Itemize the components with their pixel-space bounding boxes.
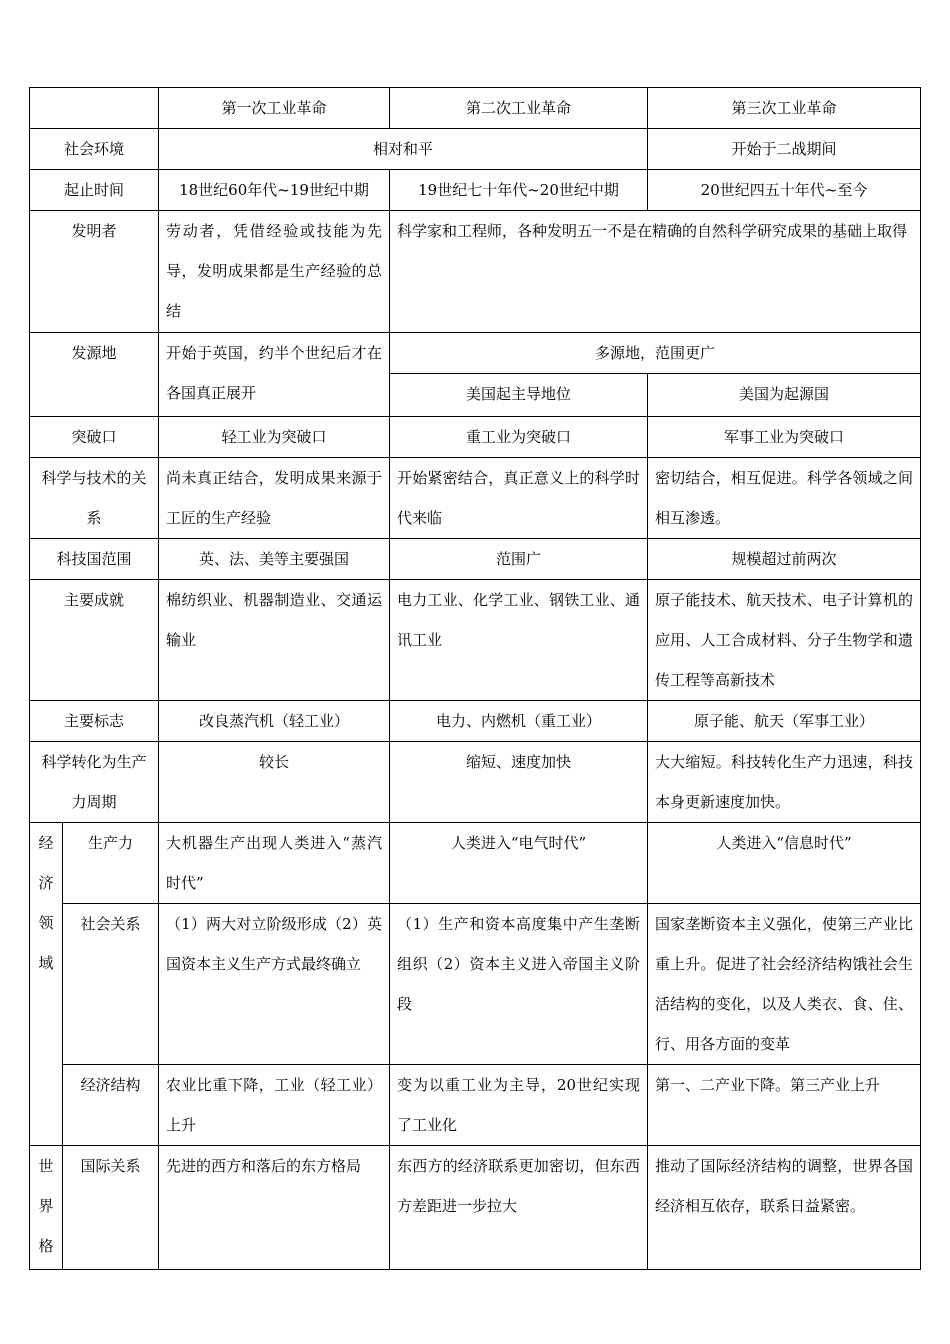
cycle-third: 大大缩短。科技转化生产力迅速，科技本身更新速度加快。: [648, 742, 921, 823]
label-economic-structure: 经济结构: [63, 1065, 159, 1146]
economic-structure-second: 变为以重工业为主导，20世纪实现了工业化: [390, 1065, 648, 1146]
label-origin: 发源地: [30, 333, 159, 417]
label-intl-relations: 国际关系: [63, 1146, 159, 1270]
label-inventor: 发明者: [30, 211, 159, 333]
label-scope: 科技国范围: [30, 539, 159, 580]
achievements-third: 原子能技术、航天技术、电子计算机的应用、人工合成材料、分子生物学和遗传工程等高新技术: [648, 580, 921, 701]
period-third: 20世纪四五十年代~至今: [648, 170, 921, 211]
scope-third: 规模超过前两次: [648, 539, 921, 580]
row-social-relations: [30, 904, 921, 1065]
header-first-revolution: 第一次工业革命: [159, 88, 390, 129]
productivity-second: 人类进入“电气时代”: [390, 823, 648, 904]
label-productivity: 生产力: [63, 823, 159, 904]
world-char-1: 世: [38, 1157, 54, 1175]
label-cycle: 科学转化为生产力周期: [30, 742, 159, 823]
header-third-revolution: 第三次工业革命: [648, 88, 921, 129]
cycle-first: 较长: [159, 742, 390, 823]
sci-tech-second: 开始紧密结合，真正意义上的科学时代来临: [390, 458, 648, 539]
productivity-third: 人类进入“信息时代”: [648, 823, 921, 904]
origin-third: 美国为起源国: [648, 374, 921, 417]
row-social-env: [30, 129, 921, 170]
row-scope: [30, 539, 921, 580]
economic-char-1: 经: [38, 834, 54, 852]
breakthrough-first: 轻工业为突破口: [159, 417, 390, 458]
sci-tech-third: 密切结合，相互促进。科学各领域之间相互渗透。: [648, 458, 921, 539]
group-label-world: [30, 1146, 63, 1270]
economic-structure-third: 第一、二产业下降。第三产业上升: [648, 1065, 921, 1146]
breakthrough-third: 军事工业为突破口: [648, 417, 921, 458]
intl-relations-third: 推动了国际经济结构的调整，世界各国经济相互依存，联系日益紧密。: [648, 1146, 921, 1270]
world-char-3: 格: [38, 1237, 54, 1255]
row-economic-structure: [30, 1065, 921, 1146]
economic-char-4: 域: [38, 954, 54, 972]
row-symbol: [30, 701, 921, 742]
header-blank: [30, 88, 159, 129]
label-social-relations: 社会关系: [63, 904, 159, 1065]
label-achievements: 主要成就: [30, 580, 159, 701]
period-second: 19世纪七十年代~20世纪中期: [390, 170, 648, 211]
intl-relations-second: 东西方的经济联系更加密切，但东西方差距进一步拉大: [390, 1146, 648, 1270]
symbol-first: 改良蒸汽机（轻工业）: [159, 701, 390, 742]
row-breakthrough: [30, 417, 921, 458]
scope-second: 范围广: [390, 539, 648, 580]
label-period: 起止时间: [30, 170, 159, 211]
label-breakthrough: 突破口: [30, 417, 159, 458]
header-second-revolution: 第二次工业革命: [390, 88, 648, 129]
social-env-first-second: 相对和平: [159, 129, 648, 170]
cycle-second: 缩短、速度加快: [390, 742, 648, 823]
world-char-2: 界: [38, 1197, 54, 1215]
sci-tech-first: 尚未真正结合，发明成果来源于工匠的生产经验: [159, 458, 390, 539]
row-productivity: [30, 823, 921, 904]
social-relations-third: 国家垄断资本主义强化，使第三产业比重上升。促进了社会经济结构饿社会生活结构的变化，以及人类衣、食、住、行、用各方面的变革: [648, 904, 921, 1065]
social-env-third: 开始于二战期间: [648, 129, 921, 170]
period-first: 18世纪60年代~19世纪中期: [159, 170, 390, 211]
symbol-third: 原子能、航天（军事工业）: [648, 701, 921, 742]
origin-second-third: 多源地，范围更广: [390, 333, 921, 374]
social-relations-first: （1）两大对立阶级形成（2）英国资本主义生产方式最终确立: [159, 904, 390, 1065]
symbol-second: 电力、内燃机（重工业）: [390, 701, 648, 742]
achievements-first: 棉纺织业、机器制造业、交通运输业: [159, 580, 390, 701]
intl-relations-first: 先进的西方和落后的东方格局: [159, 1146, 390, 1270]
breakthrough-second: 重工业为突破口: [390, 417, 648, 458]
row-sci-tech: [30, 458, 921, 539]
row-cycle: [30, 742, 921, 823]
row-origin-top: [30, 333, 921, 374]
inventor-second-third: 科学家和工程师，各种发明五一不是在精确的自然科学研究成果的基础上取得: [390, 211, 921, 333]
row-intl-relations: [30, 1146, 921, 1270]
achievements-second: 电力工业、化学工业、钢铁工业、通讯工业: [390, 580, 648, 701]
social-relations-second: （1）生产和资本高度集中产生垄断组织（2）资本主义进入帝国主义阶段: [390, 904, 648, 1065]
row-inventor: [30, 211, 921, 333]
industrial-revolution-table: [29, 87, 921, 1270]
row-achievements: [30, 580, 921, 701]
economic-char-3: 领: [38, 914, 54, 932]
scope-first: 英、法、美等主要强国: [159, 539, 390, 580]
label-sci-tech: 科学与技术的关系: [30, 458, 159, 539]
productivity-first: 大机器生产出现人类进入“蒸汽时代”: [159, 823, 390, 904]
origin-first: 开始于英国，约半个世纪后才在各国真正展开: [159, 333, 390, 417]
inventor-first: 劳动者，凭借经验或技能为先导，发明成果都是生产经验的总结: [159, 211, 390, 333]
row-period: [30, 170, 921, 211]
label-symbol: 主要标志: [30, 701, 159, 742]
label-social-env: 社会环境: [30, 129, 159, 170]
economic-structure-first: 农业比重下降，工业（轻工业）上升: [159, 1065, 390, 1146]
group-label-economic: [30, 823, 63, 1146]
origin-second: 美国起主导地位: [390, 374, 648, 417]
header-row: [30, 88, 921, 129]
economic-char-2: 济: [38, 874, 54, 892]
